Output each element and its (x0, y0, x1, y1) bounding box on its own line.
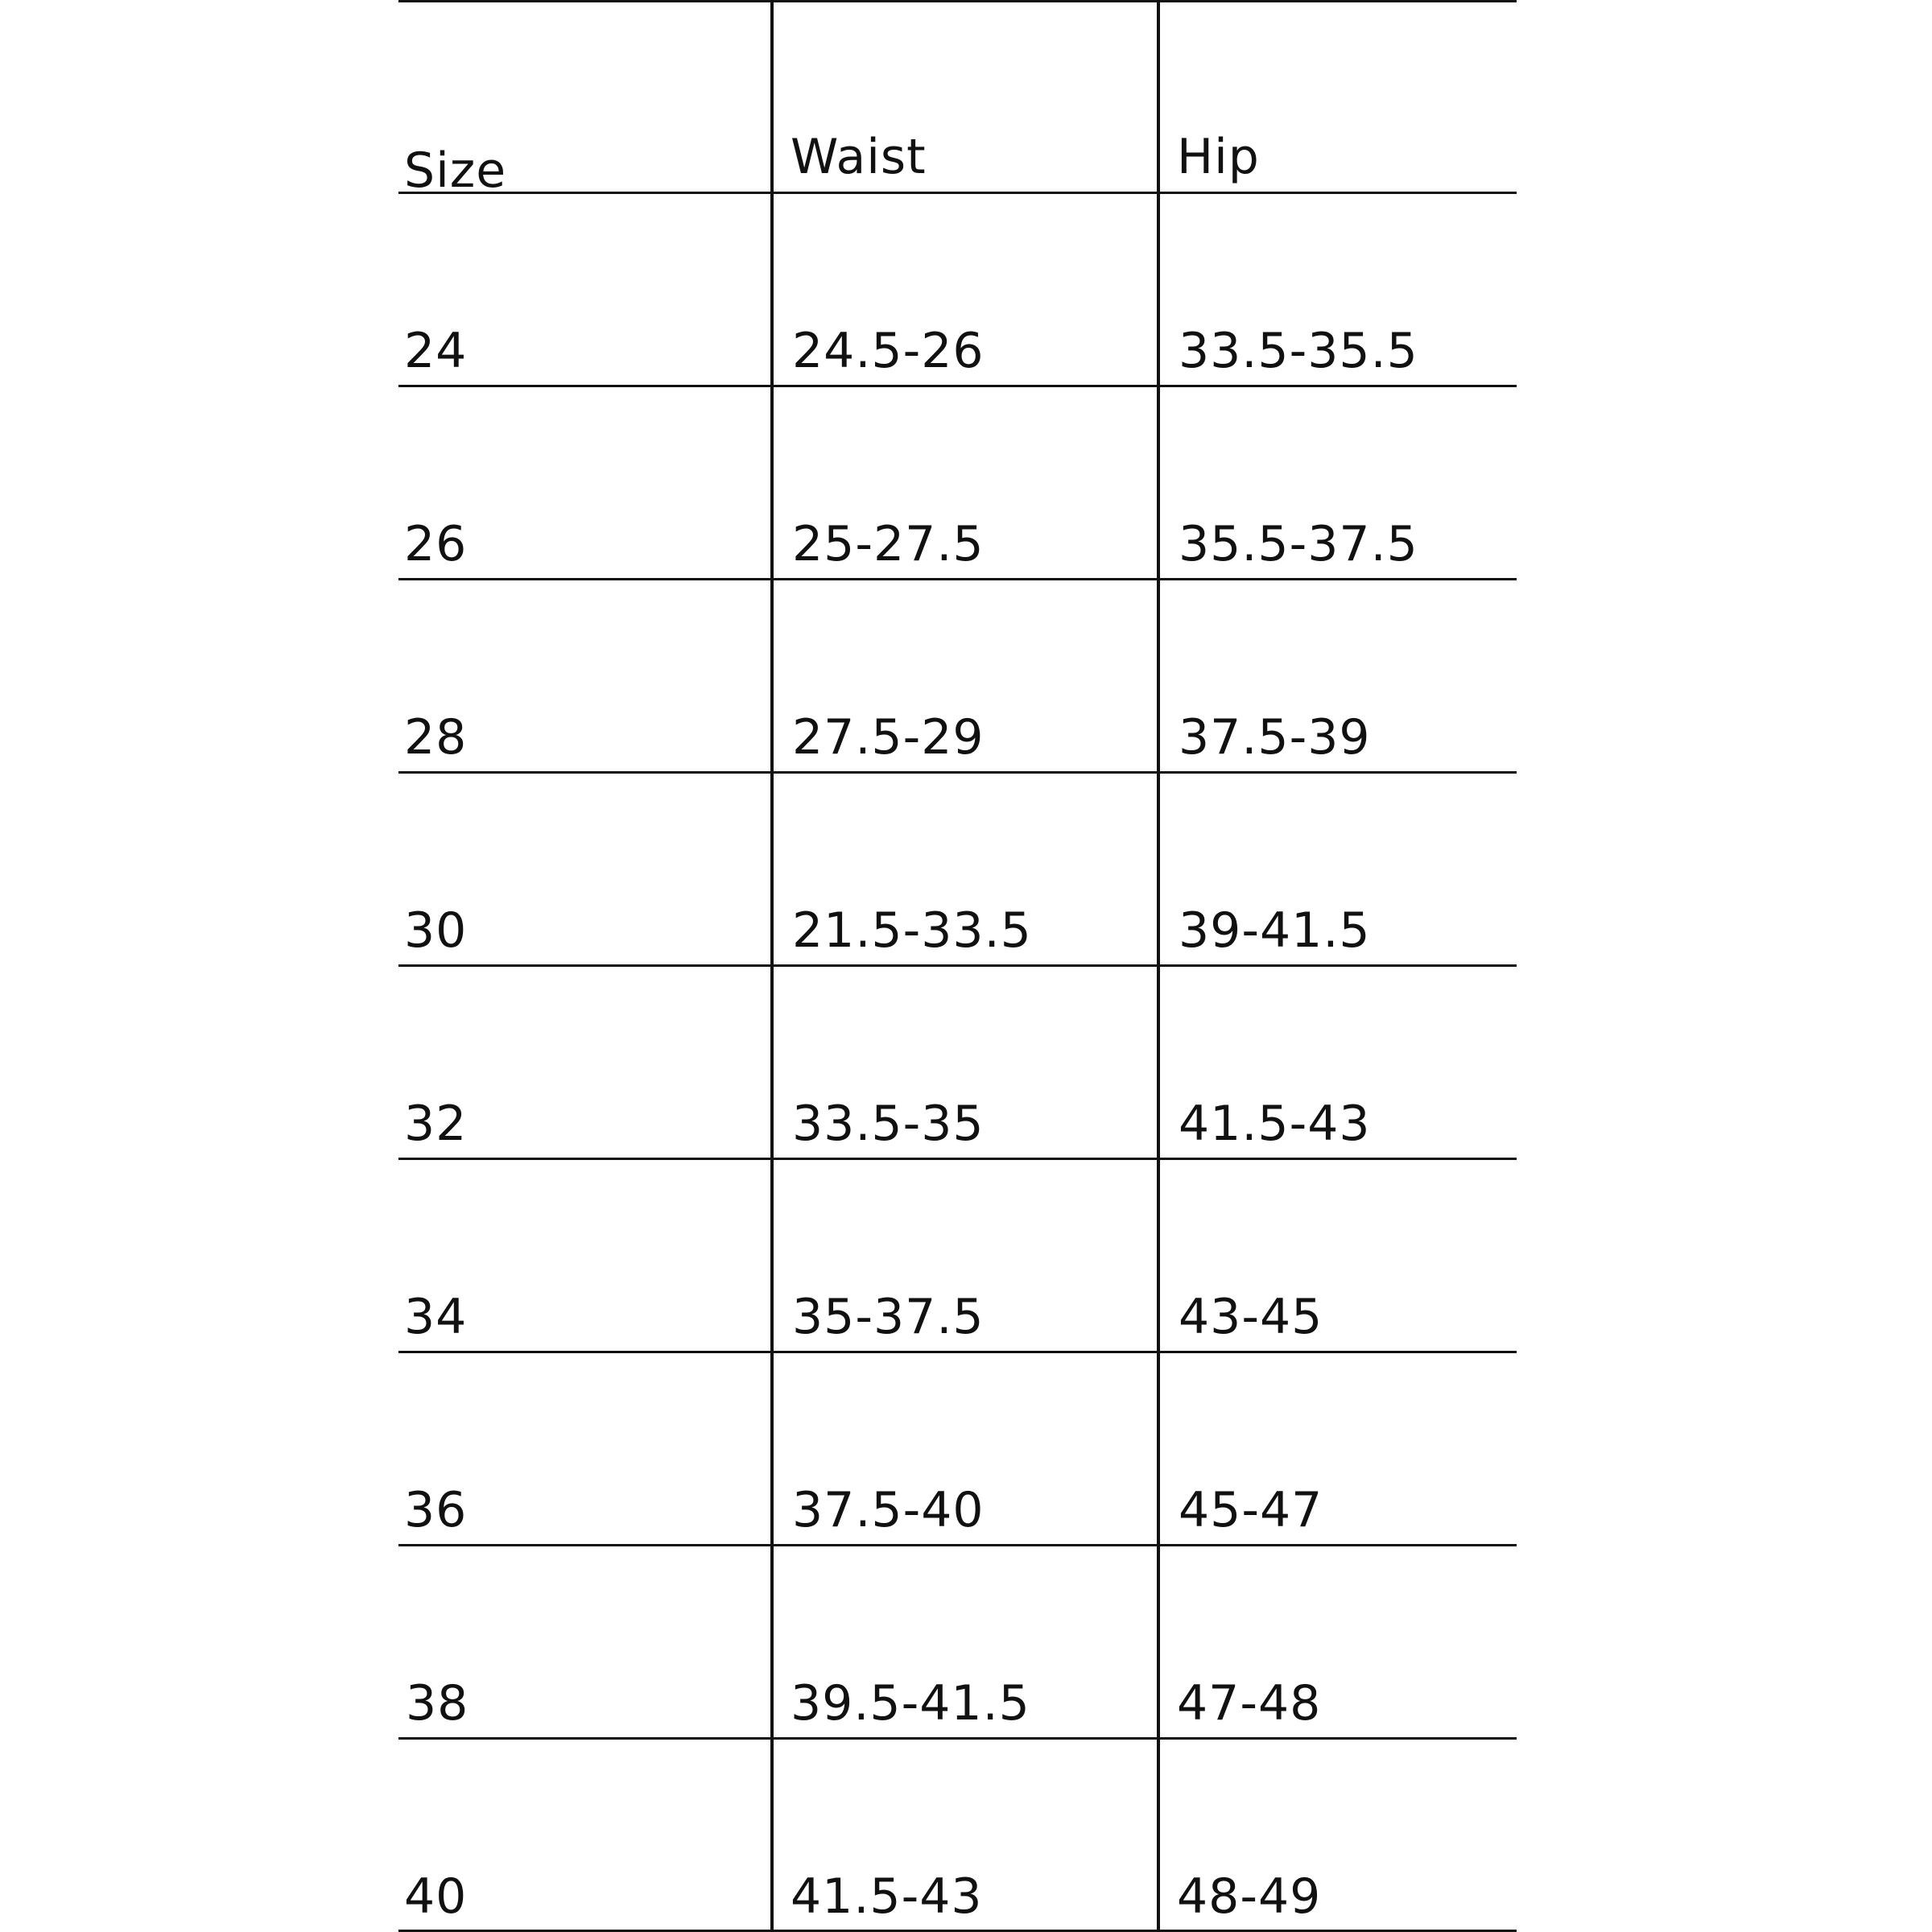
cell-hip: 33.5-35.5 (1179, 323, 1418, 379)
cell-waist: 37.5-40 (792, 1482, 985, 1538)
cell-size: 36 (404, 1482, 468, 1538)
cell-hip: 37.5-39 (1179, 709, 1371, 766)
cell-waist: 35-37.5 (792, 1289, 985, 1345)
cell-size: 28 (404, 709, 468, 766)
header-hip: Hip (1177, 129, 1260, 185)
row-line (398, 1544, 1517, 1546)
cell-waist: 41.5-43 (791, 1868, 983, 1925)
row-line (398, 578, 1517, 580)
header-waist: Waist (791, 129, 927, 185)
row-line (398, 964, 1517, 967)
cell-size: 40 (404, 1868, 468, 1925)
cell-size: 38 (406, 1675, 469, 1732)
cell-waist: 39.5-41.5 (791, 1675, 1030, 1732)
row-line (398, 1351, 1517, 1353)
cell-waist: 27.5-29 (792, 709, 985, 766)
cell-hip: 47-48 (1177, 1675, 1322, 1732)
cell-waist: 24.5-26 (792, 323, 985, 379)
row-line (398, 0, 1517, 2)
cell-size: 30 (404, 902, 468, 959)
row-line (398, 192, 1517, 194)
cell-hip: 43-45 (1179, 1289, 1323, 1345)
cell-size: 24 (404, 323, 468, 379)
cell-waist: 25-27.5 (792, 516, 985, 572)
cell-hip: 35.5-37.5 (1179, 516, 1418, 572)
cell-hip: 48-49 (1177, 1868, 1322, 1925)
cell-size: 32 (404, 1096, 468, 1152)
row-line (398, 385, 1517, 387)
cell-waist: 21.5-33.5 (792, 902, 1032, 959)
cell-size: 26 (404, 516, 468, 572)
row-line (398, 1158, 1517, 1160)
cell-hip: 39-41.5 (1179, 902, 1371, 959)
cell-hip: 45-47 (1179, 1482, 1323, 1538)
cell-hip: 41.5-43 (1179, 1096, 1371, 1152)
header-size: Size (404, 142, 507, 199)
cell-size: 34 (404, 1289, 468, 1345)
row-line (398, 1737, 1517, 1740)
row-line (398, 771, 1517, 774)
cell-waist: 33.5-35 (792, 1096, 985, 1152)
